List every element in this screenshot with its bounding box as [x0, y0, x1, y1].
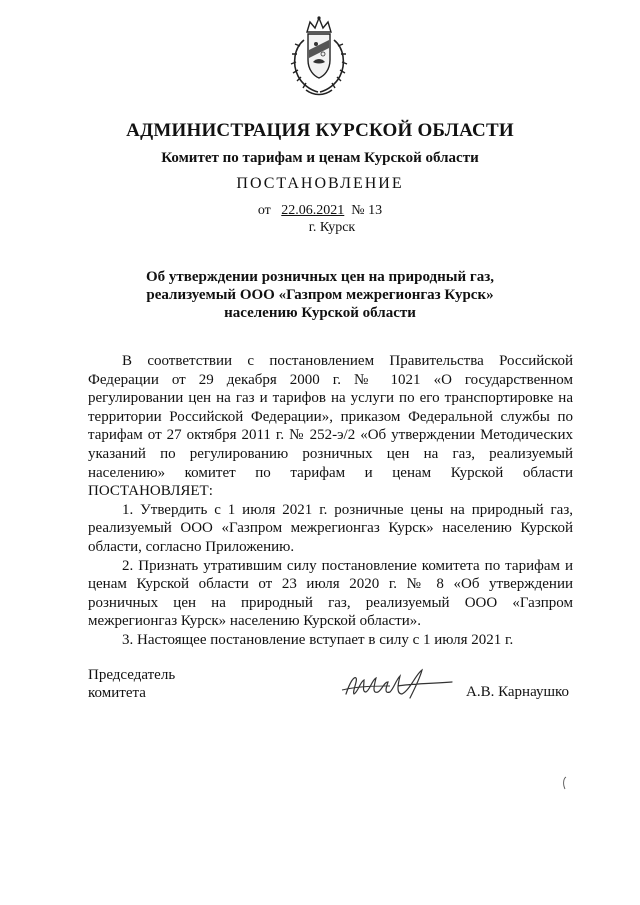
document-subject	[120, 268, 520, 322]
subject-line: населению Курской области	[224, 305, 416, 321]
document-body	[88, 352, 573, 650]
document-kind: ПОСТАНОВЛЕНИЕ	[236, 175, 404, 192]
document-date-line	[0, 203, 640, 219]
signatory-title-line: Председатель	[88, 667, 176, 683]
document-number: 13	[368, 203, 383, 218]
item-3-paragraph: 3. Настоящее постановление вступает в силу с 1 июля 2021 г.	[122, 631, 514, 648]
document-date: 22.06.2021	[281, 203, 345, 218]
date-prefix: от	[257, 203, 271, 218]
item-2-paragraph: 2. Признать утратившим силу постановление комитета по тарифам и ценам Курской области от 23 июля 2020 г. № 8 «Об утверждении розничных цен на природный газ, реализуемый ООО «Газпром межрегионгаз Курск» населению Курской области».	[88, 557, 573, 630]
administration-title: АДМИНИСТРАЦИЯ КУРСКОЙ ОБЛАСТИ	[126, 120, 514, 141]
document-city: г. Курск	[308, 220, 356, 235]
subject-line: Об утверждении розничных цен на природный газ,	[146, 269, 494, 285]
subject-line: реализуемый ООО «Газпром межрегионгаз Курск»	[146, 287, 494, 303]
signatory-title	[88, 666, 175, 702]
committee-name: Комитет по тарифам и ценам Курской области	[161, 150, 479, 166]
number-label: №	[351, 203, 365, 218]
preamble-paragraph: В соответствии с постановлением Правительства Российской Федерации от 29 декабря 2000 г. № 1021 «О государственном регулировании цен на газ и тарифов на услуги по его транспортировке на территории Российской Федерации», приказом Федеральной службы по тарифам от 27 октября 2011 г. № 252-э/2 «Об утверждении Методических указаний по регулированию розничных цен на газ, реализуемый населению» комитет по тарифам и ценам Курской области	[88, 353, 573, 481]
coat-of-arms-icon	[288, 14, 350, 98]
handwritten-signature-icon	[340, 664, 460, 704]
signatory-name: А.В. Карнаушко	[466, 684, 570, 700]
signatory-title-line: комитета	[88, 685, 146, 701]
stray-mark	[561, 776, 569, 790]
item-1-paragraph: 1. Утвердить с 1 июля 2021 г. розничные цены на природный газ, реализуемый ООО «Газпром межрегионгаз Курск» населению Курской области, согласно Приложению.	[88, 501, 573, 555]
resolves-word: ПОСТАНОВЛЯЕТ:	[88, 483, 213, 500]
